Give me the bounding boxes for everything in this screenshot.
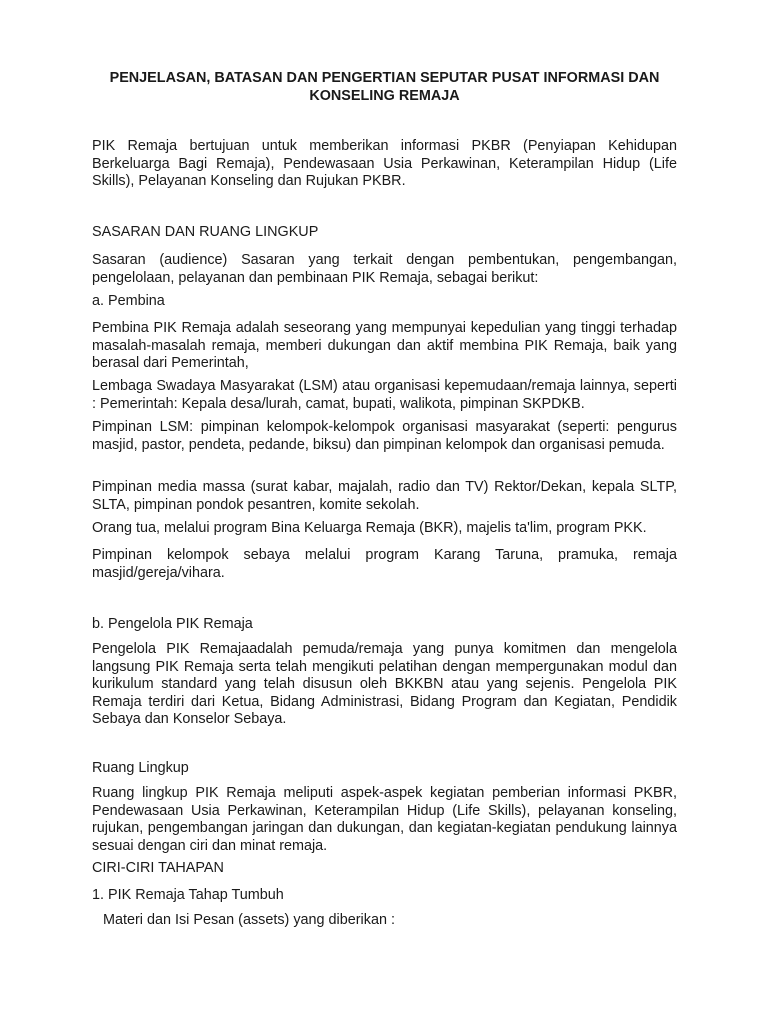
intro-paragraph: PIK Remaja bertujuan untuk memberikan informasi PKBR (Penyiapan Kehidupan Berkeluarga Bagi Remaja), Pendewasaan Usia Perkawinan, Keterampilan Hidup (Life Skills), Pelayanan Konseling dan Rujukan PKBR. <box>92 138 677 189</box>
pembina-paragraph-5: Orang tua, melalui program Bina Keluarga Remaja (BKR), majelis ta'lim, program PKK. <box>92 520 647 536</box>
document-title <box>92 70 677 105</box>
ciri-item-1: 1. PIK Remaja Tahap Tumbuh <box>92 887 284 903</box>
pembina-paragraph-3: Pimpinan LSM: pimpinan kelompok-kelompok organisasi masyarakat (seperti: pengurus masjid, pastor, pendeta, pedande, biksu) dan pimpinan kelompok dan organisasi pemuda. <box>92 419 677 453</box>
sasaran-heading: SASARAN DAN RUANG LINGKUP <box>92 224 319 240</box>
pengelola-paragraph: Pengelola PIK Remajaadalah pemuda/remaja yang punya komitmen dan mengelola langsung PIK Remaja serta telah mengikuti pelatihan dengan mempergunakan modul dan kurikulum standard yang telah disusun oleh BKKBN atau yang sejenis. Pengelola PIK Remaja terdiri dari Ketua, Bidang Administrasi, Bidang Program dan Kegiatan, Pendidik Sebaya dan Konselor Sebaya. <box>92 641 677 727</box>
pembina-paragraph-4: Pimpinan media massa (surat kabar, majalah, radio dan TV) Rektor/Dekan, kepala SLTP, SLTA, pimpinan pondok pesantren, komite sekolah. <box>92 479 677 513</box>
pembina-paragraph-1: Pembina PIK Remaja adalah seseorang yang mempunyai kepedulian yang tinggi terhadap masalah-masalah remaja, memberi dukungan dan aktif membina PIK Remaja, baik yang berasal dari Pemerintah, <box>92 320 677 371</box>
ciri-sub-item-1: Materi dan Isi Pesan (assets) yang diberikan : <box>103 912 395 928</box>
pembina-heading: a. Pembina <box>92 293 165 309</box>
pembina-paragraph-6: Pimpinan kelompok sebaya melalui program Karang Taruna, pramuka, remaja masjid/gereja/vihara. <box>92 547 677 581</box>
ruang-lingkup-paragraph: Ruang lingkup PIK Remaja meliputi aspek-aspek kegiatan pemberian informasi PKBR, Pendewasaan Usia Perkawinan, Keterampilan Hidup (Life Skills), pelayanan konseling, rujukan, pengembangan jaringan dan dukungan, dan kegiatan-kegiatan pendukung lainnya sesuai dengan ciri dan minat remaja. <box>92 785 677 854</box>
title-line-2: KONSELING REMAJA <box>309 87 460 104</box>
ruang-lingkup-heading: Ruang Lingkup <box>92 760 189 776</box>
ciri-heading: CIRI-CIRI TAHAPAN <box>92 860 224 876</box>
pengelola-heading: b. Pengelola PIK Remaja <box>92 616 253 632</box>
pembina-paragraph-2: Lembaga Swadaya Masyarakat (LSM) atau organisasi kepemudaan/remaja lainnya, seperti : Pemerintah: Kepala desa/lurah, camat, bupati, walikota, pimpinan SKPDKB. <box>92 378 677 412</box>
title-line-1: PENJELASAN, BATASAN DAN PENGERTIAN SEPUTAR PUSAT INFORMASI DAN <box>109 70 660 86</box>
sasaran-paragraph: Sasaran (audience) Sasaran yang terkait dengan pembentukan, pengembangan, pengelolaan, pelayanan dan pembinaan PIK Remaja, sebagai berikut: <box>92 252 677 286</box>
